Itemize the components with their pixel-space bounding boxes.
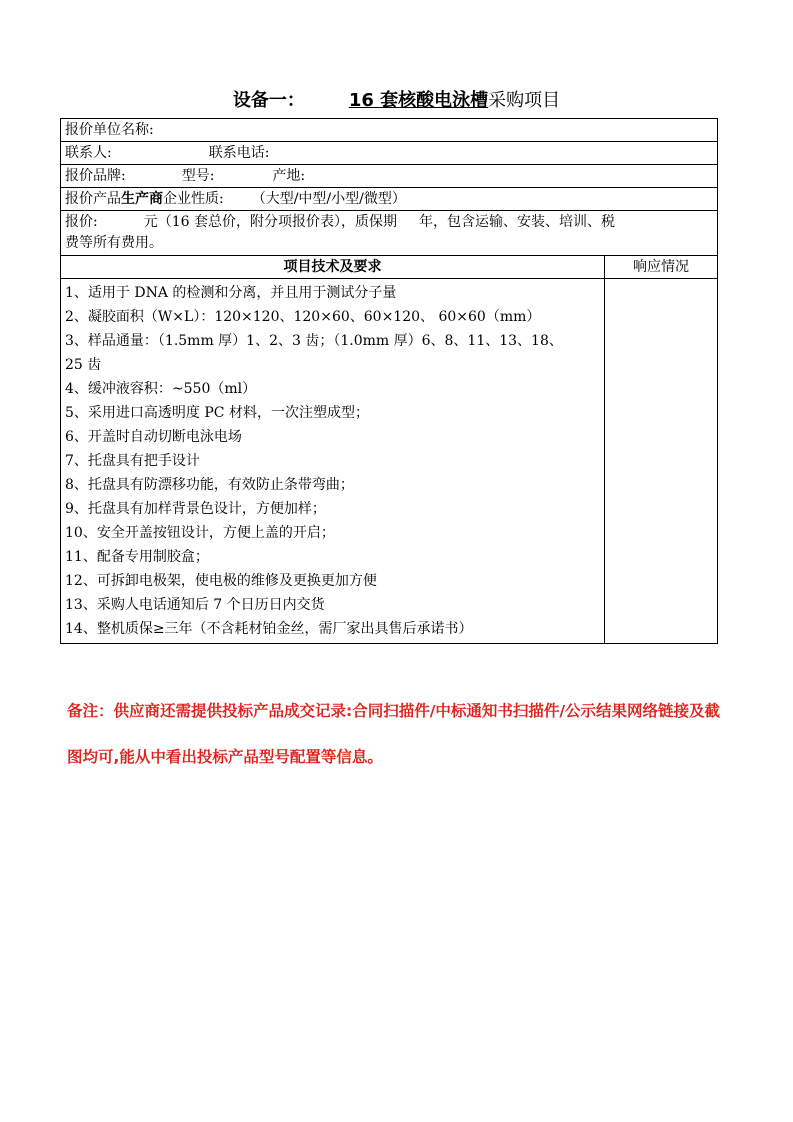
requirement-item: 8、托盘具有防漂移功能，有效防止条带弯曲；	[65, 477, 354, 493]
price-terms: 元（16 套总价，附分项报价表），质保期	[143, 214, 397, 230]
price-note: 费等所有费用。	[65, 235, 163, 251]
requirement-item: 7、托盘具有把手设计	[65, 453, 200, 469]
phone-label: 联系电话:	[208, 145, 270, 161]
requirement-item: 5、采用进口高透明度 PC 材料，一次注塑成型；	[65, 405, 369, 421]
brand-label: 报价品牌:	[65, 168, 126, 184]
price-label: 报价:	[65, 214, 98, 230]
enterprise-prefix: 报价产品	[65, 191, 121, 207]
requirement-item: 2、凝胶面积（W×L）：120×120、120×60、60×120、 60×60（mm）	[65, 309, 541, 325]
model-label: 型号:	[181, 168, 215, 184]
price-scope: 年，包含运输、安装、培训、税	[418, 214, 615, 230]
requirement-item: 9、托盘具有加样背景色设计，方便加样；	[65, 501, 326, 517]
page-title	[0, 86, 793, 112]
requirement-item: 25 齿	[65, 357, 102, 373]
requirement-item: 6、开盖时自动切断电泳电场	[65, 429, 242, 445]
remark-note: 备注：供应商还需提供投标产品成交记录:合同扫描件/中标通知书扫描件/公示结果网络链接及截图均可,能从中看出投标产品型号配置等信息。	[67, 702, 721, 766]
requirement-item: 10、安全开盖按钮设计，方便上盖的开启；	[65, 525, 335, 541]
table-header-row	[61, 256, 718, 279]
title-prefix: 设备一：	[232, 90, 305, 111]
origin-label: 产地:	[272, 168, 306, 184]
requirement-item: 13、采购人电话通知后 7 个日历日内交货	[65, 597, 325, 613]
requirements-header: 项目技术及要求	[61, 256, 605, 279]
requirement-item: 1、适用于 DNA 的检测和分离，并且用于测试分子量	[65, 285, 397, 301]
enterprise-manufacturer: 生产商	[121, 191, 163, 207]
title-equipment-name: 16 套核酸电泳槽	[348, 90, 489, 111]
requirements-list	[61, 279, 605, 644]
requirement-item: 4、缓冲液容积：~550（ml）	[65, 381, 257, 397]
requirements-row	[61, 279, 718, 644]
contact-label: 联系人:	[65, 145, 112, 161]
enterprise-options: （大型/中型/小型/微型）	[251, 191, 406, 207]
requirement-item: 12、可拆卸电极架，使电极的维修及更换更加方便	[65, 573, 377, 589]
title-suffix: 采购项目	[488, 90, 561, 111]
requirement-item: 11、配备专用制胶盒；	[65, 549, 209, 565]
response-cell[interactable]	[605, 279, 718, 644]
price-row	[61, 211, 718, 256]
bidder-label: 报价单位名称:	[65, 122, 154, 138]
contact-row	[61, 142, 718, 165]
bidder-row	[61, 119, 718, 142]
enterprise-suffix: 企业性质:	[163, 191, 224, 207]
enterprise-row	[61, 188, 718, 211]
response-header: 响应情况	[605, 256, 718, 279]
procurement-table	[60, 118, 718, 644]
brand-row	[61, 165, 718, 188]
requirement-item: 3、样品通量：（1.5mm 厚）1、2、3 齿；（1.0mm 厚）6、8、11、13、18、	[65, 333, 563, 349]
requirement-item: 14、整机质保≥三年（不含耗材铂金丝，需厂家出具售后承诺书）	[65, 621, 473, 637]
